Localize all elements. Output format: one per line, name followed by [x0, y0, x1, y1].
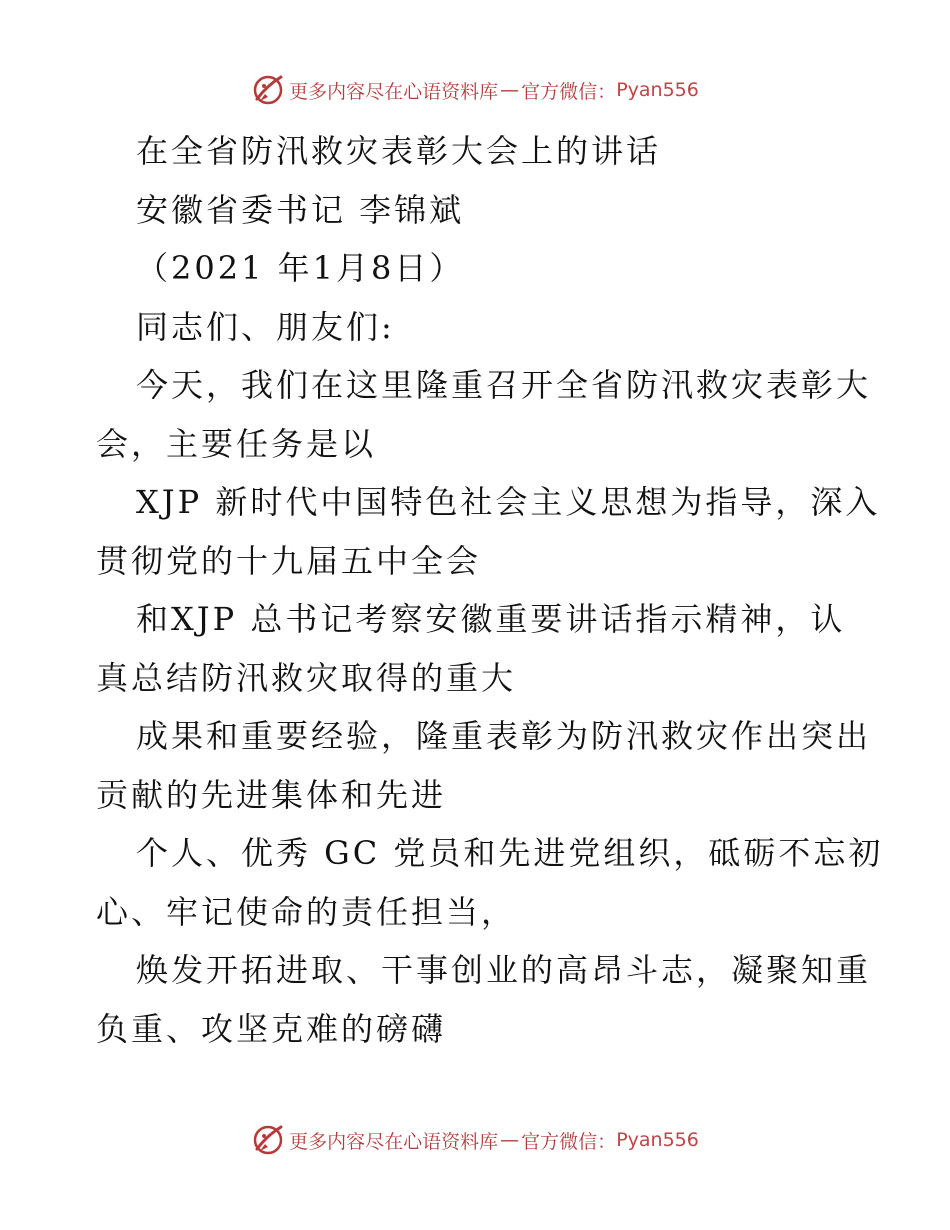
- footer-watermark: [0, 1120, 950, 1160]
- doc-line: 焕发开拓进取、干事创业的高昂斗志，凝聚知重: [136, 951, 872, 989]
- doc-line: 贡献的先进集体和先进: [96, 775, 447, 814]
- doc-line: 贯彻党的十九届五中全会: [96, 541, 482, 580]
- pen-logo-icon: [251, 1123, 285, 1157]
- doc-salutation: 同志们、朋友们:: [136, 307, 395, 346]
- document-body: [96, 122, 884, 1058]
- watermark-wechat-label: 官方微信：: [521, 1130, 617, 1153]
- doc-line: 成果和重要经验，隆重表彰为防汛救灾作出突出: [136, 717, 872, 755]
- doc-line: XJP 新时代中国特色社会主义思想为指导，深入: [136, 483, 881, 521]
- watermark-wechat-id: Pyan556: [616, 1129, 699, 1151]
- watermark-separator: —: [500, 79, 520, 101]
- doc-author: 安徽省委书记 李锦斌: [136, 190, 465, 229]
- doc-line: 和XJP 总书记考察安徽重要讲话指示精神，认: [136, 600, 846, 638]
- pen-logo-icon: [251, 73, 285, 107]
- watermark-wechat-id: Pyan556: [616, 79, 699, 101]
- watermark-main-text: 更多内容尽在心语资料库: [289, 80, 499, 103]
- doc-line: 心、牢记使命的责任担当，: [96, 892, 517, 931]
- watermark-separator: —: [500, 1129, 520, 1151]
- watermark-main-text: 更多内容尽在心语资料库: [289, 1130, 499, 1153]
- doc-title: 在全省防汛救灾表彰大会上的讲话: [136, 132, 662, 170]
- doc-line: 今天，我们在这里隆重召开全省防汛救灾表彰大: [136, 366, 872, 404]
- watermark-wechat-label: 官方微信：: [521, 80, 617, 103]
- doc-line: 负重、攻坚克难的磅礴: [96, 1009, 447, 1048]
- header-watermark: [0, 70, 950, 110]
- doc-date: （2021 年1月8日）: [136, 249, 465, 287]
- doc-line: 真总结防汛救灾取得的重大: [96, 658, 517, 697]
- doc-line: 个人、优秀 GC 党员和先进党组织，砥砺不忘初: [136, 834, 884, 872]
- doc-line: 会，主要任务是以: [96, 424, 377, 463]
